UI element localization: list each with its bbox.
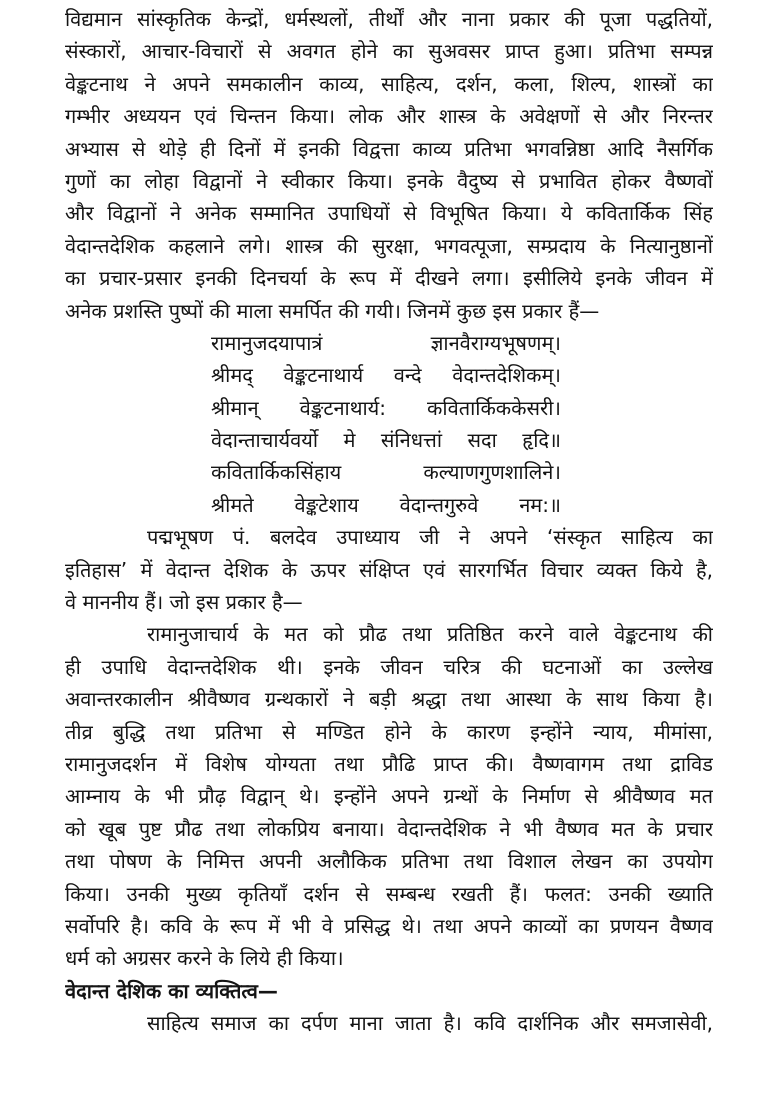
text-line: वेङ्कटनाथ ने अपने समकालीन काव्य, साहित्य, दर्शन, कला, शिल्प, शास्त्रों का xyxy=(65,71,713,96)
section-heading: वेदान्त देशिक का व्यक्तित्व— xyxy=(65,978,278,1003)
verse-line: कवितार्किकसिंहाय कल्याणगुणशालिने। xyxy=(211,460,561,485)
text-line: अभ्यास से थोड़े ही दिनों में इनकी विद्वत्ता काव्य प्रतिभा भगवन्निष्ठा आदि नैसर्गिक xyxy=(65,136,713,161)
document-page xyxy=(65,3,713,1040)
sanskrit-verse xyxy=(65,327,561,521)
text-line: विद्यमान सांस्कृतिक केन्द्रों, धर्मस्थलों, तीर्थों और नाना प्रकार की पूजा पद्धतियों, xyxy=(65,7,713,31)
text-line: तीव्र बुद्धि तथा प्रतिभा से मण्डित होने के कारण इन्होंने न्याय, मीमांसा, xyxy=(65,719,713,744)
text-line: वे माननीय हैं। जो इस प्रकार है— xyxy=(65,590,303,615)
text-line: अनेक प्रशस्ति पुष्पों की माला समर्पित की गयी। जिनमें कुछ इस प्रकार हैं— xyxy=(65,298,600,323)
verse-line: श्रीमद् वेङ्कटनाथार्य वन्दे वेदान्तदेशिकम्। xyxy=(211,363,561,388)
verse-line: श्रीमते वेङ्कटेशाय वेदान्तगुरुवे नम:॥ xyxy=(211,492,561,517)
text-line: किया। उनकी मुख्य कृतियाँ दर्शन से सम्बन्ध रखती हैं। फलत: उनकी ख्याति xyxy=(65,881,713,906)
paragraph-1 xyxy=(65,3,713,327)
text-line: पद्मभूषण पं. बलदेव उपाध्याय जी ने अपने ‘संस्कृत साहित्य का xyxy=(147,525,713,550)
text-line: संस्कारों, आचार-विचारों से अवगत होने का सुअवसर प्राप्त हुआ। प्रतिभा सम्पन्न xyxy=(65,39,713,64)
text-line: रामानुजदर्शन में विशेष योग्यता तथा प्रौढि प्राप्त की। वैष्णवागम तथा द्राविड xyxy=(65,751,713,776)
text-line: रामानुजाचार्य के मत को प्रौढ तथा प्रतिष्ठित करने वाले वेङ्कटनाथ की xyxy=(147,622,713,647)
text-line: गुणों का लोहा विद्वानों ने स्वीकार किया। इनके वैदुष्य से प्रभावित होकर वैष्णवों xyxy=(65,168,713,193)
text-line: और विद्वानों ने अनेक सम्मानित उपाधियों से विभूषित किया। ये कवितार्किक सिंह xyxy=(65,201,713,226)
verse-line: श्रीमान् वेङ्कटनाथार्य: कवितार्किककेसरी। xyxy=(211,395,561,420)
text-line: आम्नाय के भी प्रौढ़ विद्वान् थे। इन्होंने अपने ग्रन्थों के निर्माण से श्रीवैष्णव मत xyxy=(65,784,713,809)
text-line: गम्भीर अध्ययन एवं चिन्तन किया। लोक और शास्त्र के अवेक्षणों से और निरन्तर xyxy=(65,104,713,129)
text-line: वेदान्तदेशिक कहलाने लगे। शास्त्र की सुरक्षा, भगवत्पूजा, सम्प्रदाय के नित्यानुष्ठानों xyxy=(65,233,713,258)
paragraph-2 xyxy=(65,521,713,618)
paragraph-4 xyxy=(65,1007,713,1039)
text-line: इतिहास’ में वेदान्त देशिक के ऊपर संक्षिप्त एवं सारगर्भित विचार व्यक्त किये है, xyxy=(65,557,713,582)
text-line: का प्रचार-प्रसार इनकी दिनचर्या के रूप में दीखने लगा। इसीलिये इनके जीवन में xyxy=(65,266,713,291)
text-line: सर्वोपरि है। कवि के रूप में भी वे प्रसिद्ध थे। तथा अपने काव्यों का प्रणयन वैष्णव xyxy=(65,913,713,938)
text-line: तथा पोषण के निमित्त अपनी अलौकिक प्रतिभा तथा विशाल लेखन का उपयोग xyxy=(65,849,713,874)
verse-line: रामानुजदयापात्रं ज्ञानवैराग्यभूषणम्। xyxy=(211,330,561,355)
text-line: अवान्तरकालीन श्रीवैष्णव ग्रन्थकारों ने बड़ी श्रद्धा तथा आस्था के साथ किया है। xyxy=(65,687,713,712)
paragraph-3 xyxy=(65,618,713,974)
text-line: धर्म को अग्रसर करने के लिये ही किया। xyxy=(65,946,344,971)
verse-line: वेदान्ताचार्यवर्यो मे संनिधत्तां सदा हृदि॥ xyxy=(211,428,561,453)
text-line: ही उपाधि वेदान्तदेशिक थी। इनके जीवन चरित्र की घटनाओं का उल्लेख xyxy=(65,654,713,679)
text-line: साहित्य समाज का दर्पण माना जाता है। कवि दार्शनिक और समजासेवी, xyxy=(147,1011,713,1036)
text-line: को खूब पुष्ट प्रौढ तथा लोकप्रिय बनाया। वेदान्तदेशिक ने भी वैष्णव मत के प्रचार xyxy=(65,816,713,841)
